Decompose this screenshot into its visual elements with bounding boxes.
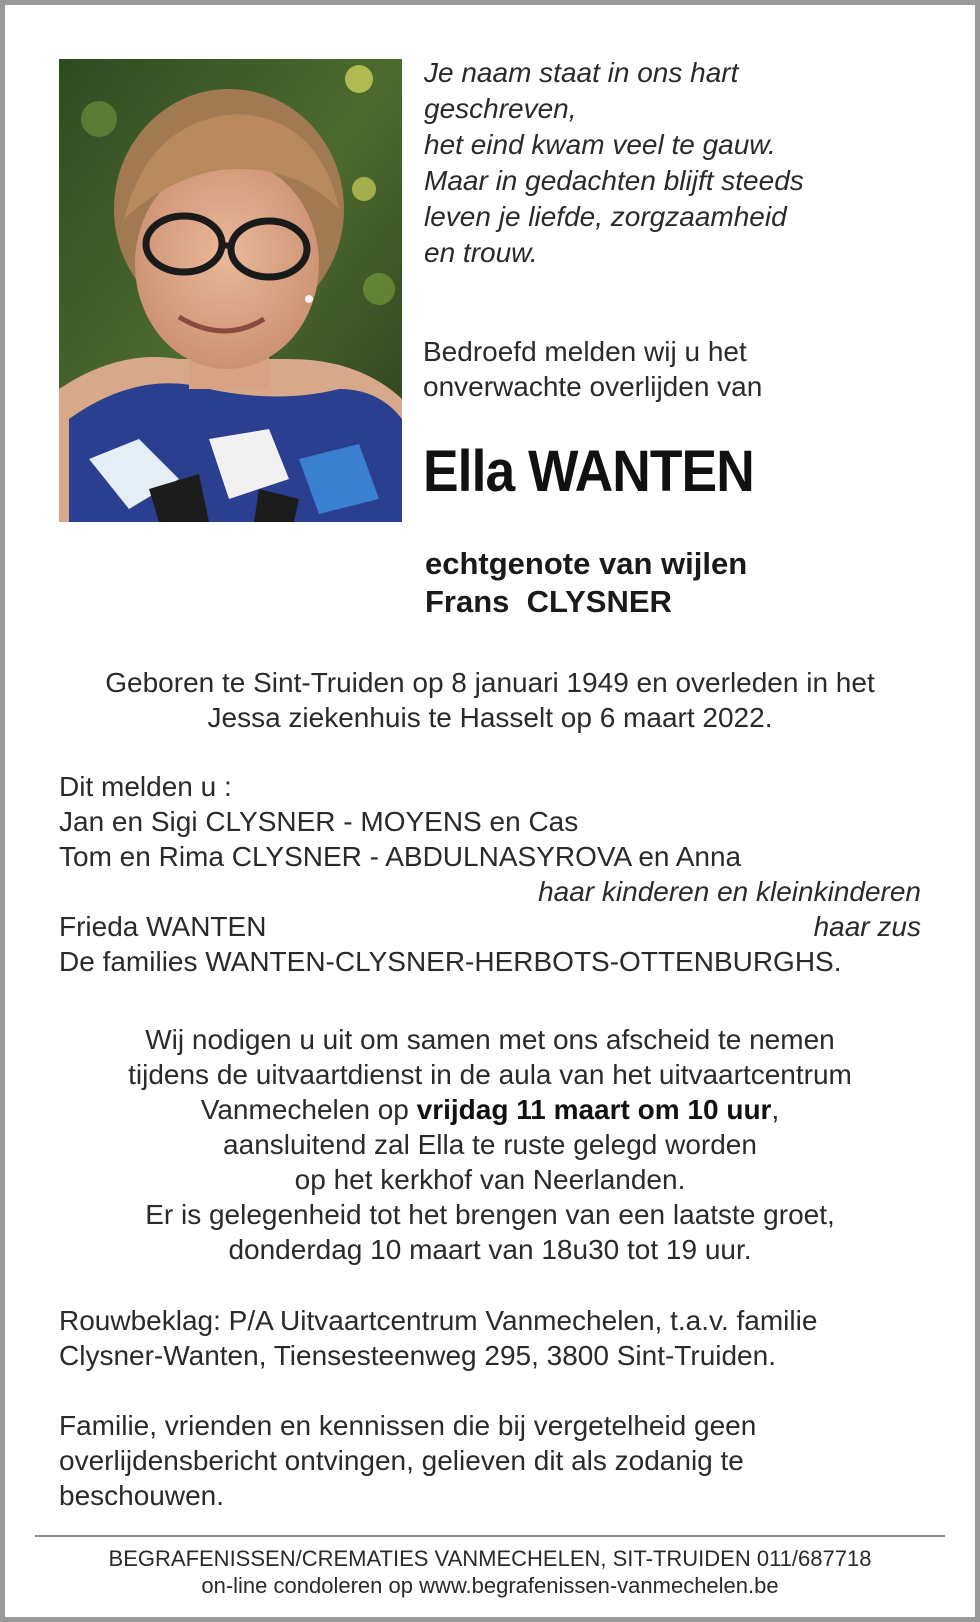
intro-line: onverwachte overlijden van	[423, 371, 763, 402]
family-heading: Dit melden u :	[59, 771, 232, 802]
poem-line: Je naam staat in ons hart	[424, 57, 739, 88]
born-line: Jessa ziekenhuis te Hasselt op 6 maart 2022.	[207, 702, 773, 733]
service-line: op het kerkhof van Neerlanden.	[294, 1164, 686, 1195]
service-date: vrijdag 11 maart om 10 uur	[416, 1094, 772, 1125]
families-line: De families WANTEN-CLYSNER-HERBOTS-OTTENBURGHS.	[59, 946, 842, 977]
sister-row	[59, 909, 921, 944]
family-line: Jan en Sigi CLYSNER - MOYENS en Cas	[59, 806, 579, 837]
condolence-line: Rouwbeklag: P/A Uitvaartcentrum Vanmechelen, t.a.v. familie	[59, 1305, 818, 1336]
footer-company: BEGRAFENISSEN/CREMATIES VANMECHELEN, SIT-TRUIDEN 011/687718	[108, 1546, 872, 1571]
deceased-name: Ella WANTEN	[423, 439, 754, 504]
sister-name: Frieda WANTEN	[59, 911, 267, 942]
poem-line: leven je liefde, zorgzaamheid	[424, 201, 787, 232]
portrait-illustration	[59, 59, 402, 522]
children-relation: haar kinderen en kleinkinderen	[538, 876, 921, 907]
condolence-line: Clysner-Wanten, Tiensesteenweg 295, 3800 Sint-Truiden.	[59, 1340, 776, 1371]
funeral-service-info	[45, 1022, 935, 1267]
footer-website: on-line condoleren op www.begrafenissen-vanmechelen.be	[201, 1573, 779, 1598]
born-line: Geboren te Sint-Truiden op 8 januari 1949 en overleden in het	[105, 667, 875, 698]
memorial-poem	[424, 55, 924, 271]
announcement-intro	[423, 334, 923, 404]
spouse-line: echtgenote van wijlen	[425, 546, 748, 581]
portrait-photo	[59, 59, 402, 522]
poem-line: Maar in gedachten blijft steeds	[424, 165, 804, 196]
service-line: Er is gelegenheid tot het brengen van een laatste groet,	[145, 1199, 835, 1230]
poem-line: geschreven,	[424, 93, 577, 124]
service-line: aansluitend zal Ella te ruste gelegd worden	[223, 1129, 757, 1160]
notice-line: overlijdensbericht ontvingen, gelieven dit als zodanig te	[59, 1445, 744, 1476]
service-suffix: ,	[771, 1094, 780, 1125]
service-line: donderdag 10 maart van 18u30 tot 19 uur.	[228, 1234, 752, 1265]
birth-death-info	[45, 665, 935, 735]
service-line: tijdens de uitvaartdienst in de aula van het uitvaartcentrum	[128, 1059, 852, 1090]
condolence-address	[59, 1303, 929, 1373]
family-line: Tom en Rima CLYSNER - ABDULNASYROVA en Anna	[59, 841, 742, 872]
footer-divider	[35, 1535, 945, 1537]
service-line: Wij nodigen u uit om samen met ons afscheid te nemen	[145, 1024, 835, 1055]
notice-text	[59, 1408, 929, 1513]
spouse-info	[425, 545, 925, 621]
service-prefix: Vanmechelen op	[200, 1094, 417, 1125]
sister-relation: haar zus	[813, 911, 921, 942]
poem-line: het eind kwam veel te gauw.	[424, 129, 776, 160]
service-line-date	[45, 1092, 935, 1127]
notice-line: Familie, vrienden en kennissen die bij vergetelheid geen	[59, 1410, 757, 1441]
notice-line: beschouwen.	[59, 1480, 225, 1511]
spouse-name: Frans CLYSNER	[425, 584, 672, 619]
footer	[35, 1545, 945, 1599]
poem-line: en trouw.	[424, 237, 538, 268]
intro-line: Bedroefd melden wij u het	[423, 336, 747, 367]
family-list	[59, 769, 921, 979]
